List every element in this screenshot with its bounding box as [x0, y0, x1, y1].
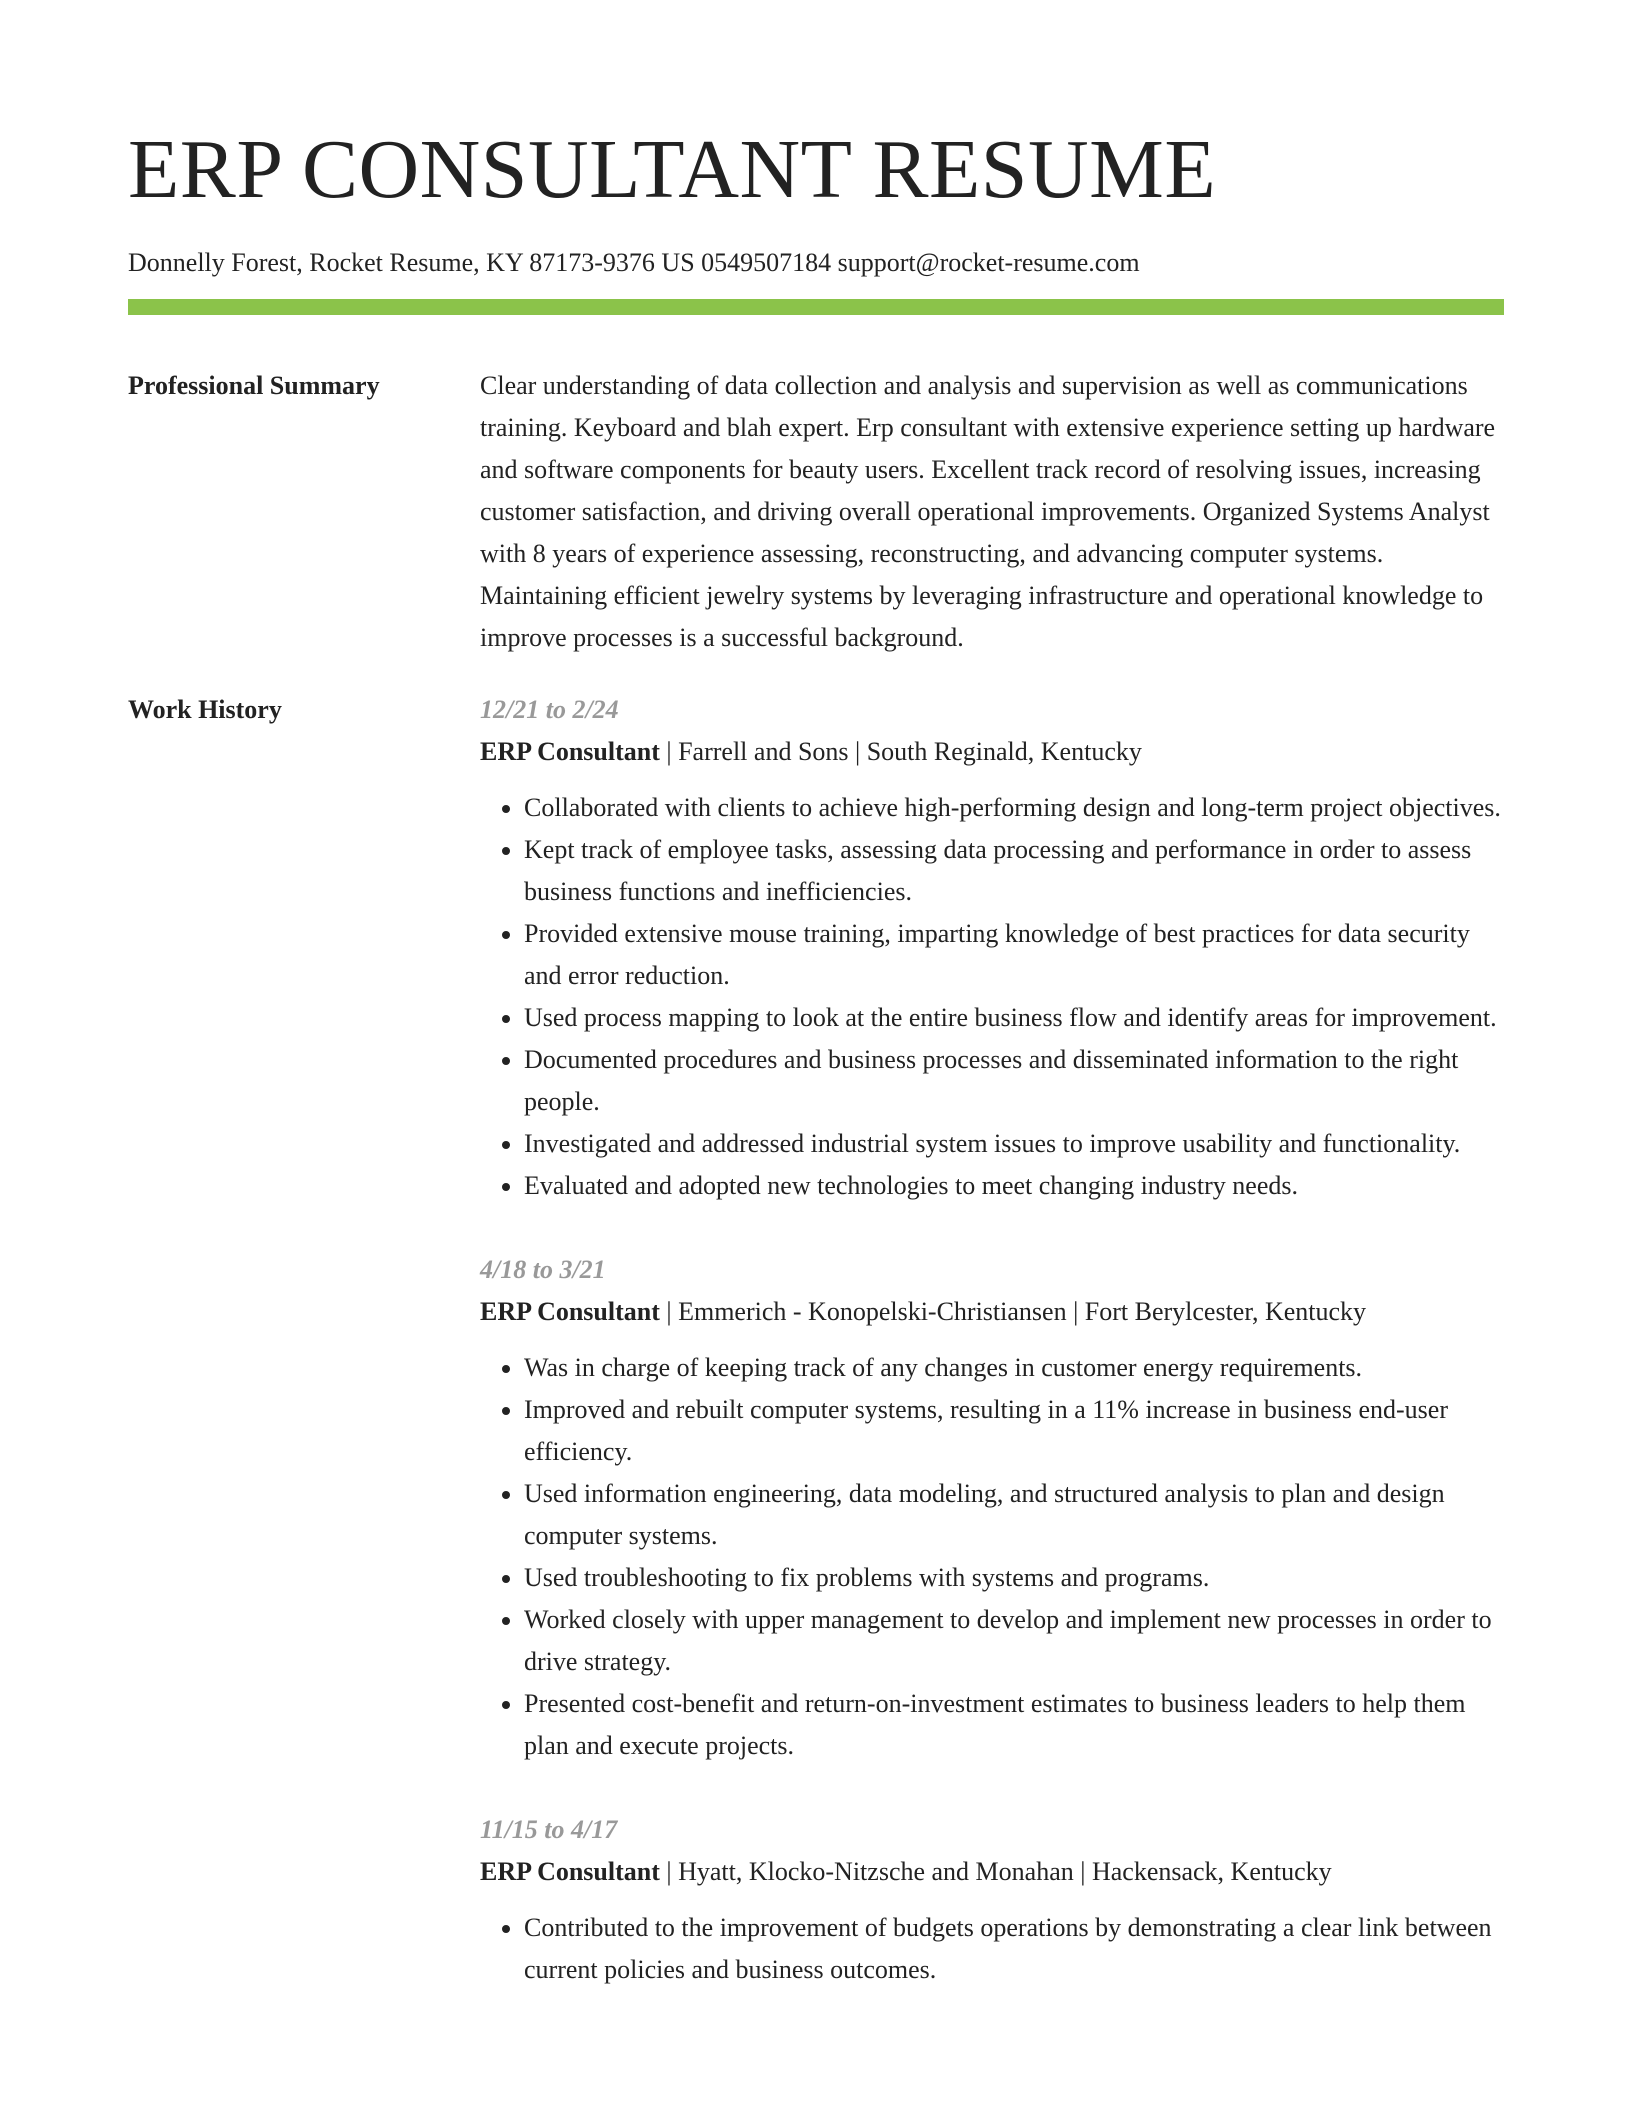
bullet-item: • Worked closely with upper management to develop and implement new processes in order to drive strategy. [524, 1599, 1504, 1683]
bullet-item: • Collaborated with clients to achieve high-performing design and long-term project objectives. [524, 787, 1504, 829]
bullet-item: • Used process mapping to look at the entire business flow and identify areas for improvement. [524, 997, 1504, 1039]
job-dates: 4/18 to 3/21 [480, 1255, 606, 1284]
bullet-item: • Presented cost-benefit and return-on-investment estimates to business leaders to help them plan and execute projects. [524, 1683, 1504, 1767]
accent-divider [128, 299, 1504, 315]
job-company-location: | Farrell and Sons | South Reginald, Kentucky [659, 737, 1142, 766]
job-bullets [480, 787, 1504, 1207]
job-entry [480, 1809, 1504, 1991]
job-list [480, 689, 1504, 2033]
summary-text: Clear understanding of data collection and analysis and supervision as well as communications training. Keyboard and blah expert. Erp consultant with extensive experience setting up hardware and software components for beauty users. Excellent track record of resolving issues, increasing customer satisfaction, and driving overall operational improvements. Organized Systems Analyst with 8 years of experience assessing, reconstructing, and advancing computer systems. Maintaining efficient jewelry systems by leveraging infrastructure and operational knowledge to improve processes is a successful background. [480, 371, 1496, 652]
job-company-location: | Emmerich - Konopelski-Christiansen | Fort Berylcester, Kentucky [659, 1297, 1367, 1326]
job-title: ERP Consultant [480, 1297, 660, 1326]
resume-title: ERP CONSULTANT RESUME [128, 123, 1217, 216]
bullet-item: • Used troubleshooting to fix problems with systems and programs. [524, 1557, 1504, 1599]
job-bullets [480, 1347, 1504, 1767]
job-title: ERP Consultant [480, 1857, 660, 1886]
job-heading [480, 731, 1504, 773]
job-title: ERP Consultant [480, 737, 660, 766]
bullet-item: • Kept track of employee tasks, assessing data processing and performance in order to assess business functions and inefficiencies. [524, 829, 1504, 913]
bullet-item: • Was in charge of keeping track of any changes in customer energy requirements. [524, 1347, 1504, 1389]
job-company-location: | Hyatt, Klocko-Nitzsche and Monahan | Hackensack, Kentucky [659, 1857, 1332, 1886]
job-entry [480, 689, 1504, 1207]
bullet-item: • Improved and rebuilt computer systems, resulting in a 11% increase in business end-user efficiency. [524, 1389, 1504, 1473]
job-dates: 12/21 to 2/24 [480, 695, 619, 724]
bullet-item: • Used information engineering, data modeling, and structured analysis to plan and design computer systems. [524, 1473, 1504, 1557]
bullet-item: • Contributed to the improvement of budgets operations by demonstrating a clear link between current policies and business outcomes. [524, 1907, 1504, 1991]
job-heading [480, 1291, 1504, 1333]
work-history-heading: Work History [128, 695, 282, 724]
summary-heading: Professional Summary [128, 371, 380, 400]
bullet-item: • Investigated and addressed industrial system issues to improve usability and functionality. [524, 1123, 1504, 1165]
resume-page [128, 0, 1504, 2033]
job-bullets [480, 1907, 1504, 1991]
job-heading [480, 1851, 1504, 1893]
contact-line: Donnelly Forest, Rocket Resume, KY 87173-9376 US 0549507184 support@rocket-resume.com [128, 248, 1140, 277]
bullet-item: • Provided extensive mouse training, imparting knowledge of best practices for data security and error reduction. [524, 913, 1504, 997]
work-history-section [128, 689, 1504, 2033]
job-dates: 11/15 to 4/17 [480, 1815, 618, 1844]
summary-section [128, 365, 1504, 659]
bullet-item: • Evaluated and adopted new technologies to meet changing industry needs. [524, 1165, 1504, 1207]
bullet-item: • Documented procedures and business processes and disseminated information to the right people. [524, 1039, 1504, 1123]
job-entry [480, 1249, 1504, 1767]
